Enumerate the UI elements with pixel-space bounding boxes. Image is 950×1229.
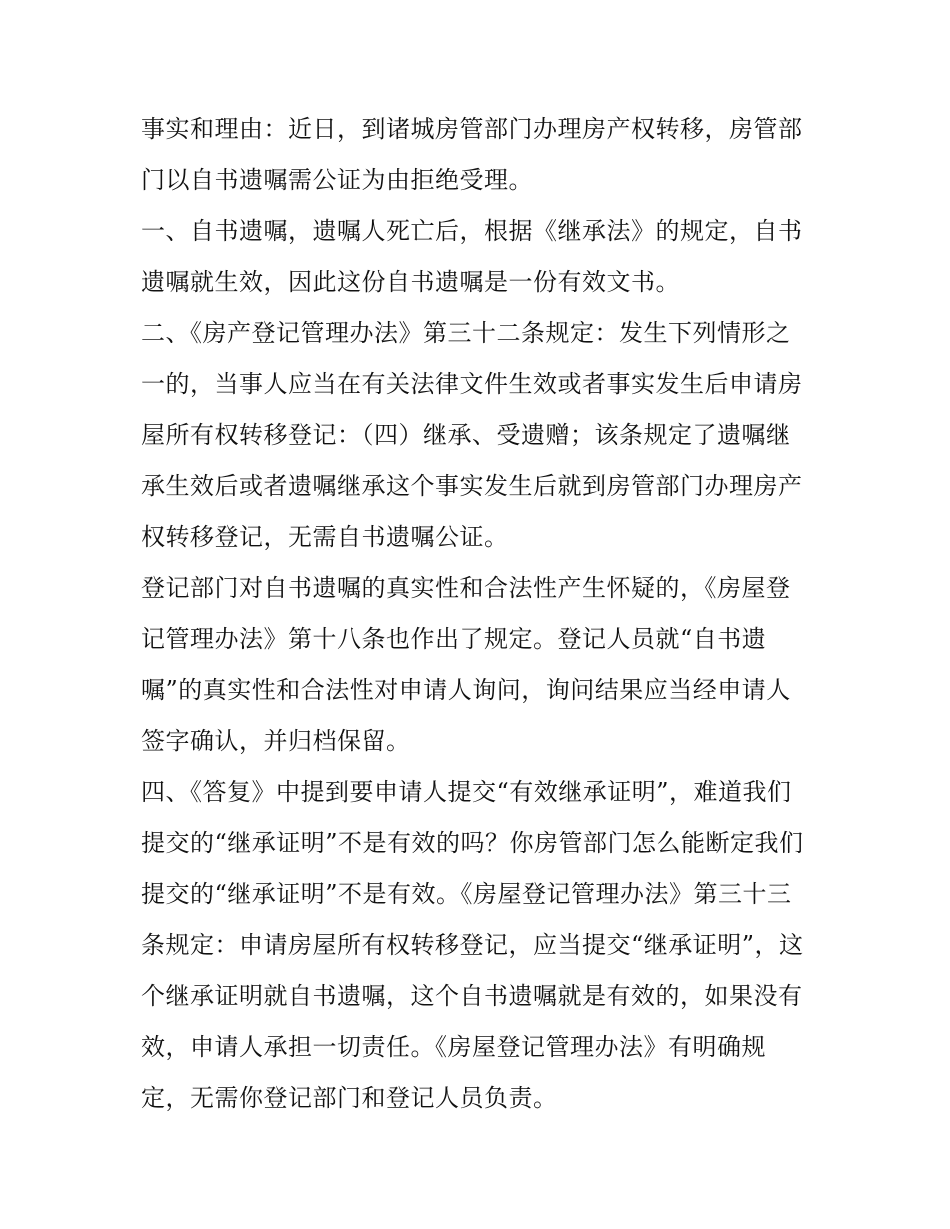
text-line: 二、《房产登记管理办法》第三十二条规定：发生下列情形之	[141, 319, 791, 347]
document-body	[141, 104, 821, 1124]
text-line: 一、自书遗嘱，遗嘱人死亡后，根据《继承法》的规定，自书	[141, 217, 803, 245]
text-line: 承生效后或者遗嘱继承这个事实发生后就到房管部门办理房产	[141, 472, 803, 500]
text-line: 事实和理由：近日，到诸城房管部门办理房产权转移，房管部	[141, 115, 803, 143]
text-line: 一的，当事人应当在有关法律文件生效或者事实发生后申请房	[141, 370, 803, 398]
text-line: 登记部门对自书遗嘱的真实性和合法性产生怀疑的，《房屋登	[141, 574, 791, 602]
text-line: 个继承证明就自书遗嘱，这个自书遗嘱就是有效的，如果没有	[141, 982, 803, 1010]
text-line: 提交的“继承证明”不是有效的吗？你房管部门怎么能断定我们	[141, 829, 804, 857]
text-line: 记管理办法》第十八条也作出了规定。登记人员就“自书遗	[141, 625, 767, 653]
text-line: 门以自书遗嘱需公证为由拒绝受理。	[141, 166, 533, 194]
text-line: 四、《答复》中提到要申请人提交“有效继承证明”，难道我们	[141, 778, 792, 806]
text-line: 遗嘱就生效，因此这份自书遗嘱是一份有效文书。	[141, 268, 680, 296]
text-line: 定，无需你登记部门和登记人员负责。	[141, 1084, 558, 1112]
text-line: 效，申请人承担一切责任。《房屋登记管理办法》有明确规	[141, 1033, 766, 1061]
text-line: 提交的“继承证明”不是有效。《房屋登记管理办法》第三十三	[141, 880, 792, 908]
text-line: 屋所有权转移登记：（四）继承、受遗赠；该条规定了遗嘱继	[141, 421, 791, 449]
text-line: 权转移登记，无需自书遗嘱公证。	[141, 523, 509, 551]
text-line: 签字确认，并归档保留。	[141, 727, 411, 755]
text-line: 条规定：申请房屋所有权转移登记，应当提交“继承证明”，这	[141, 931, 804, 959]
text-line: 嘱”的真实性和合法性对申请人询问，询问结果应当经申请人	[141, 676, 791, 704]
